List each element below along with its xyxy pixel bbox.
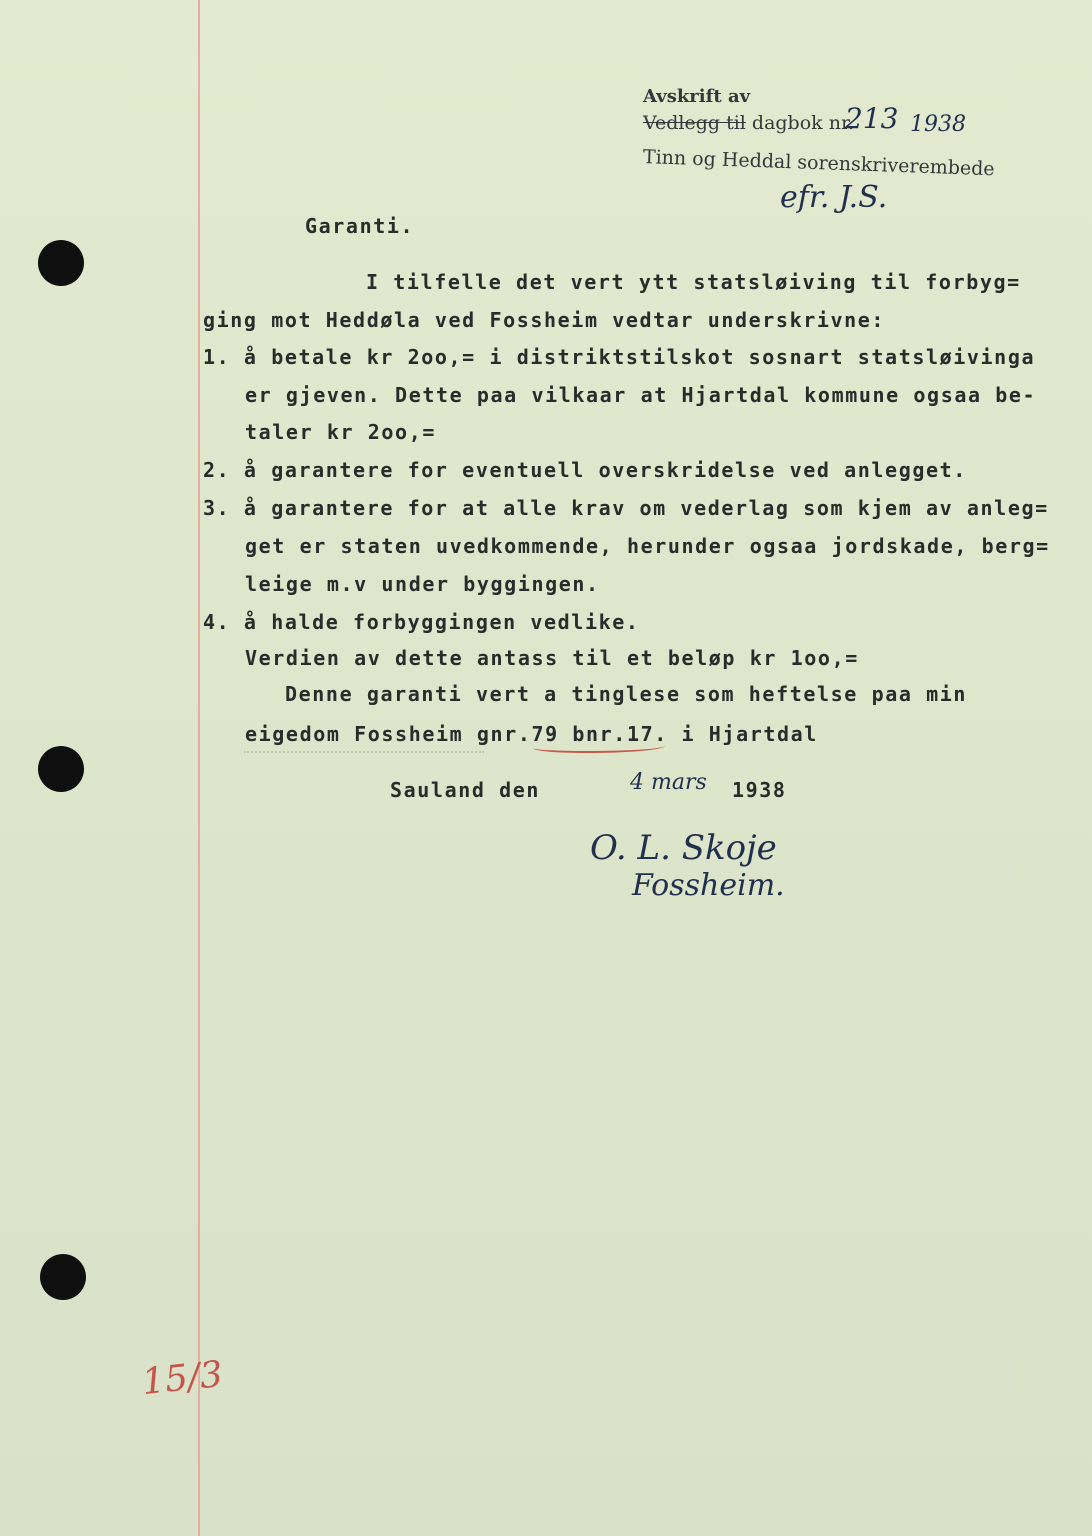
margin-note: 15/3: [140, 1353, 225, 1404]
item-3: 3. å garantere for at alle krav om vederlag som kjem av anleg=: [203, 496, 1049, 520]
signature-place: Fossheim.: [632, 868, 785, 903]
property-line: eigedom Fossheim gnr.79 bnr.17. i Hjartdal: [245, 722, 818, 746]
stamp-year: 1938: [910, 112, 966, 137]
date-handwritten: 4 mars: [630, 770, 707, 795]
margin-line: [198, 0, 200, 1536]
intro-line: ging mot Heddøla ved Fossheim vedtar underskrivne:: [203, 308, 886, 332]
item-2: 2. å garantere for eventuell overskridelse ved anlegget.: [203, 458, 967, 482]
punch-hole: [38, 746, 84, 792]
stamp-line2: [643, 112, 953, 134]
stamp-court-name: Tinn og Heddal sorenskriverembede: [642, 146, 995, 181]
value-line: Verdien av dette antass til et beløp kr 1oo,=: [245, 646, 859, 670]
red-underline: [533, 741, 665, 753]
punch-hole: [40, 1254, 86, 1300]
stamp-line1: Avskrift av: [643, 86, 751, 107]
item-3-cont: get er staten uvedkommende, herunder ogsaa jordskade, berg=: [245, 534, 1050, 558]
item-1-cont: er gjeven. Dette paa vilkaar at Hjartdal kommune ogsaa be-: [245, 383, 1037, 407]
stamp-dagbok-label: dagbok nr.: [751, 112, 854, 134]
item-4: 4. å halde forbyggingen vedlike.: [203, 610, 640, 634]
item-1: 1. å betale kr 2oo,= i distriktstilskot sosnart statsløivinga: [203, 345, 1036, 369]
signature-name: O. L. Skoje: [590, 828, 777, 868]
stamp-struck-text: Vedlegg til: [643, 112, 746, 134]
intro-line: I tilfelle det vert ytt statsløiving til forbyg=: [366, 270, 1021, 294]
date-year: 1938: [732, 778, 787, 802]
stamp-dagbok-number: 213: [845, 102, 899, 135]
punch-hole: [38, 240, 84, 286]
place-date-prefix: Sauland den: [390, 778, 541, 802]
stamp-initials: efr. J.S.: [780, 180, 888, 215]
tinglyse-line: Denne garanti vert a tinglese som heftelse paa min: [285, 682, 968, 706]
faint-erased-line: [244, 751, 484, 761]
document-title: Garanti.: [305, 214, 415, 238]
item-1-cont: taler kr 2oo,=: [245, 420, 436, 444]
item-3-cont: leige m.v under byggingen.: [245, 572, 600, 596]
